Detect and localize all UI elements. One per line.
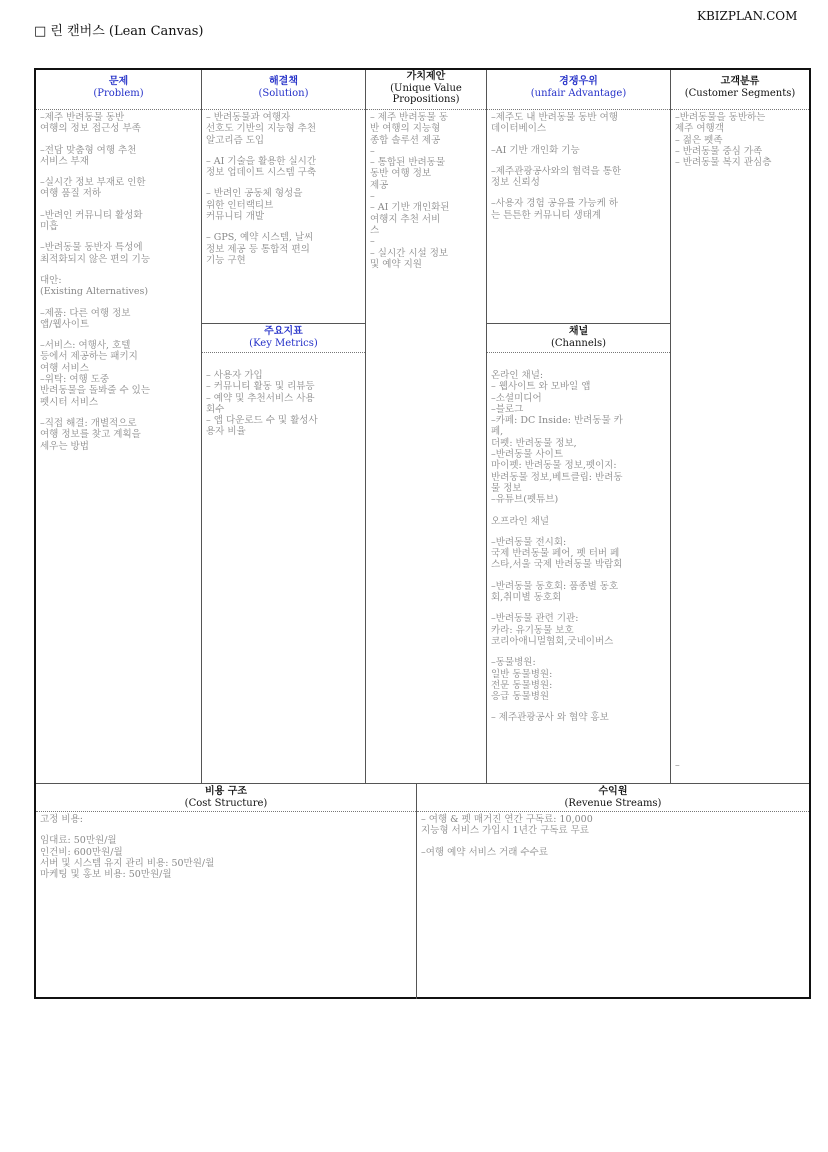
advantage-item: –제주도 내 반려동물 동반 여행 데이터베이스 — [491, 112, 618, 135]
solution-section — [202, 70, 365, 323]
uvp-subtitle: (Unique Value Propositions) — [390, 82, 462, 105]
solution-subtitle: (Solution) — [258, 87, 309, 99]
problem-subtitle: (Problem) — [93, 87, 144, 99]
site-name: KBIZPLAN.COM — [697, 9, 798, 23]
advantage-title: 경쟁우위 — [559, 76, 598, 87]
problem-item: –전담 맞춤형 여행 추천 서비스 부재 — [40, 144, 137, 167]
advantage-subtitle: (unfair Advantage) — [530, 87, 627, 99]
page-title: □ 린 캔버스 (Lean Canvas) — [34, 24, 204, 39]
uvp-title: 가치제안 — [406, 71, 446, 82]
problem-item: –실시간 정보 부재로 인한 여행 품질 저하 — [40, 177, 146, 200]
channels-subtitle: (Channels) — [551, 337, 606, 349]
key-metrics-subtitle: (Key Metrics) — [249, 337, 318, 349]
key-metrics-section — [202, 324, 365, 783]
solution-item: – AI 기술을 활용한 실시간 정보 업데이트 시스템 구축 — [206, 155, 317, 179]
solution-item: – 반려동물과 여행자 선호도 기반의 지능형 추천 알고리즘 도입 — [206, 112, 317, 146]
segments-title: 고객분류 — [720, 76, 760, 87]
key-metrics-title: 주요지표 — [264, 326, 303, 337]
channels-item: 온라인 채널: – 웹사이트 와 모바일 앱 –소셜미디어 –블로그 –카페: DC Inside: 반려동물 카 페, 더펫: 반려동물 정보, –반려동물 사이트 마이펫: 반려동물 정보,펫이지: 반려동물 정보,베트클립: 반려동 물 정보 –유튜브(펫튜브) — [491, 370, 623, 506]
channels-section — [487, 324, 670, 783]
uvp-item: – 제주 반려동물 동 반 여행의 지능형 종합 솔루션 제공 – – 통합된 반려동물 동반 여행 정보 제공 – – AI 기반 개인화된 여행지 추천 서비 스 – – 실시간 시설 정보 및 예약 지원 — [370, 112, 450, 270]
advantage-item: –AI 기반 개인화 기능 — [491, 144, 580, 156]
channels-item: –반려동물 전시회: 국제 반려동물 페어, 펫 터버 페 스타,서울 국제 반려동물 박람회 — [491, 536, 623, 571]
cost-item: 임대료: 50만원/월 인건비: 600만원/월 서버 및 시스템 유지 관리 비용: 50만원/월 마케팅 및 홍보 비용: 50만원/월 — [40, 835, 215, 881]
solution-item: – GPS, 예약 시스템, 날씨 정보 제공 등 통합적 편의 기능 구현 — [206, 232, 314, 266]
uvp-section — [366, 70, 486, 783]
cost-item: 고정 비용: — [40, 814, 83, 825]
segments-item: –반려동물을 동반하는 제주 여행객 – 젊은 펫족 – 반려동물 중심 가족 – 반려동물 복지 관심층 — [675, 112, 772, 169]
key-metrics-item: – 사용자 가입 – 커뮤니티 활동 및 리뷰등 – 예약 및 추천서비스 사용 회수 – 앱 다운로드 수 및 활성사 용자 비율 — [206, 370, 318, 438]
lean-canvas — [34, 68, 811, 999]
segments-subtitle: (Customer Segments) — [684, 87, 796, 99]
channels-title: 채널 — [568, 326, 589, 337]
problem-item: –반려인 커뮤니티 활성화 미흡 — [40, 209, 143, 233]
channels-item: – 제주관광공사 와 협약 홍보 — [491, 712, 609, 724]
revenue-item: –여행 예약 서비스 거래 수수료 — [421, 846, 548, 858]
solution-item: – 반려인 공동체 형성을 위한 인터랙티브 커뮤니티 개발 — [206, 188, 303, 223]
channels-item: –동물병원: 일반 동물병원: 전문 동물병원: 응급 동물병원 — [491, 657, 553, 703]
cost-title: 비용 구조 — [204, 786, 248, 797]
cost-subtitle: (Cost Structure) — [184, 797, 268, 809]
alternative-item: –제품: 다른 여행 정보 앱/웹사이트 — [40, 307, 131, 330]
revenue-subtitle: (Revenue Streams) — [564, 797, 662, 809]
channels-item: –반려동물 관련 기관: 카라: 유기동물 보호 코리아애니멀협회,굿네이버스 — [491, 613, 614, 647]
problem-item: –반려동물 동반자 특성에 최적화되지 않은 편의 기능 — [40, 242, 151, 265]
problem-item: –제주 반려동물 동반 여행의 정보 접근성 부족 — [40, 112, 141, 135]
alternatives-title: 대안: (Existing Alternatives) — [40, 274, 149, 298]
segments-footer: – — [675, 760, 680, 771]
solution-title: 해결책 — [269, 76, 298, 87]
cost-section — [36, 784, 416, 999]
alternative-item: –직접 해결: 개별적으로 여행 정보를 찾고 계획을 세우는 방법 — [40, 417, 141, 452]
channels-item: –반려동물 동호회: 품종별 동호 회,취미별 동호회 — [491, 580, 619, 604]
advantage-item: –사용자 경험 공유를 가능케 하 는 튼튼한 커뮤니티 생태계 — [491, 198, 618, 221]
advantage-section — [487, 70, 670, 323]
revenue-section — [417, 784, 809, 999]
advantage-item: –제주관광공사와의 협력을 통한 정보 신뢰성 — [491, 165, 622, 189]
channels-item: 오프라인 채널 — [491, 515, 550, 527]
revenue-title: 수익원 — [598, 786, 628, 797]
segments-section — [671, 70, 809, 783]
alternative-item: –서비스: 여행사, 호텔 등에서 제공하는 패키지 여행 서비스 –위탁: 여행 도중 반려동물을 돌봐줄 수 있는 펫시터 서비스 — [40, 340, 151, 408]
problem-section — [36, 70, 201, 783]
problem-title: 문제 — [108, 76, 129, 87]
revenue-item: – 여행 & 펫 매거진 연간 구독료: 10,000 지능형 서비스 가입시 1년간 구독료 무료 — [421, 814, 593, 837]
